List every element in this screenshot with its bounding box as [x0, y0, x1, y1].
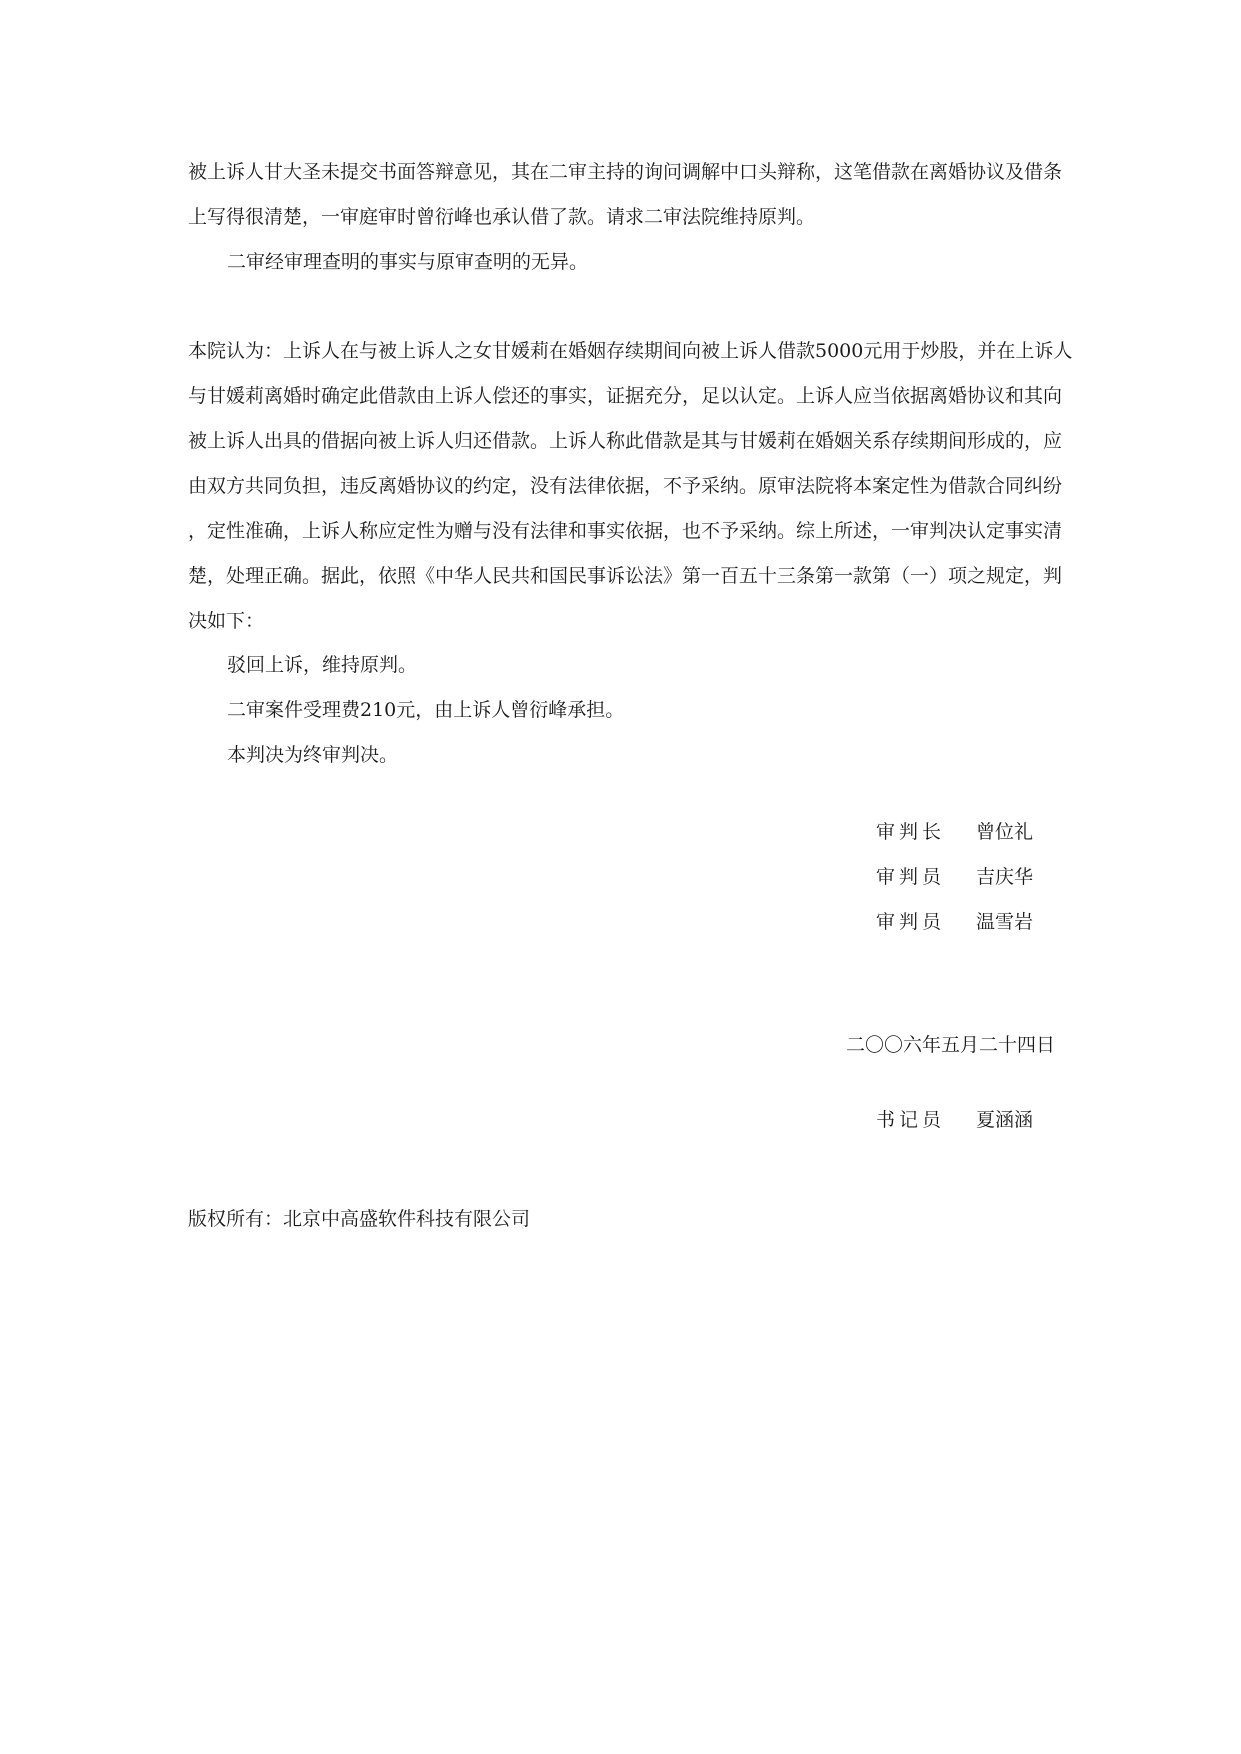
judge-2-role: 审判员 — [876, 866, 946, 888]
judgment-line-1: 驳回上诉，维持原判。 — [227, 654, 418, 676]
paragraph1-line-2: 上写得很清楚，一审庭审时曾衍峰也承认借了款。请求二审法院维持原判。 — [188, 206, 816, 228]
paragraph3-line-6: 楚，处理正确。据此，依照《中华人民共和国民事诉讼法》第一百五十三条第一款第（一）项之规定，判 — [188, 565, 1063, 587]
paragraph2: 二审经审理查明的事实与原审查明的无异。 — [227, 251, 589, 273]
copyright-notice: 版权所有：北京中高盛软件科技有限公司 — [188, 1208, 531, 1230]
judge-2-name: 吉庆华 — [976, 866, 1034, 888]
clerk-name: 夏涵涵 — [976, 1109, 1034, 1131]
presiding-judge-name: 曾位礼 — [976, 821, 1034, 843]
judgment-line-3: 本判决为终审判决。 — [227, 744, 399, 766]
paragraph3-line-4: 由双方共同负担，违反离婚协议的约定，没有法律依据，不予采纳。原审法院将本案定性为借款合同纠纷 — [188, 475, 1063, 497]
paragraph1-line-1: 被上诉人甘大圣未提交书面答辩意见，其在二审主持的询问调解中口头辩称，这笔借款在离婚协议及借条 — [188, 161, 1063, 183]
judgment-line-2: 二审案件受理费210元，由上诉人曾衍峰承担。 — [227, 699, 625, 721]
clerk-role: 书记员 — [876, 1109, 946, 1131]
paragraph3-line-1: 本院认为：上诉人在与被上诉人之女甘媛莉在婚姻存续期间向被上诉人借款5000元用于炒股，并在上诉人 — [188, 340, 1073, 362]
paragraph3-line-7: 决如下： — [188, 610, 265, 632]
judgment-date: 二〇〇六年五月二十四日 — [846, 1034, 1056, 1056]
presiding-judge-role: 审判长 — [876, 821, 946, 843]
paragraph3-line-5: ，定性准确，上诉人称应定性为赠与没有法律和事实依据，也不予采纳。综上所述，一审判决认定事实清 — [188, 520, 1063, 542]
paragraph3-line-2: 与甘媛莉离婚时确定此借款由上诉人偿还的事实，证据充分，足以认定。上诉人应当依据离婚协议和其向 — [188, 385, 1063, 407]
judge-3-role: 审判员 — [876, 911, 946, 933]
judge-3-name: 温雪岩 — [976, 911, 1034, 933]
paragraph3-line-3: 被上诉人出具的借据向被上诉人归还借款。上诉人称此借款是其与甘媛莉在婚姻关系存续期间形成的，应 — [188, 430, 1063, 452]
